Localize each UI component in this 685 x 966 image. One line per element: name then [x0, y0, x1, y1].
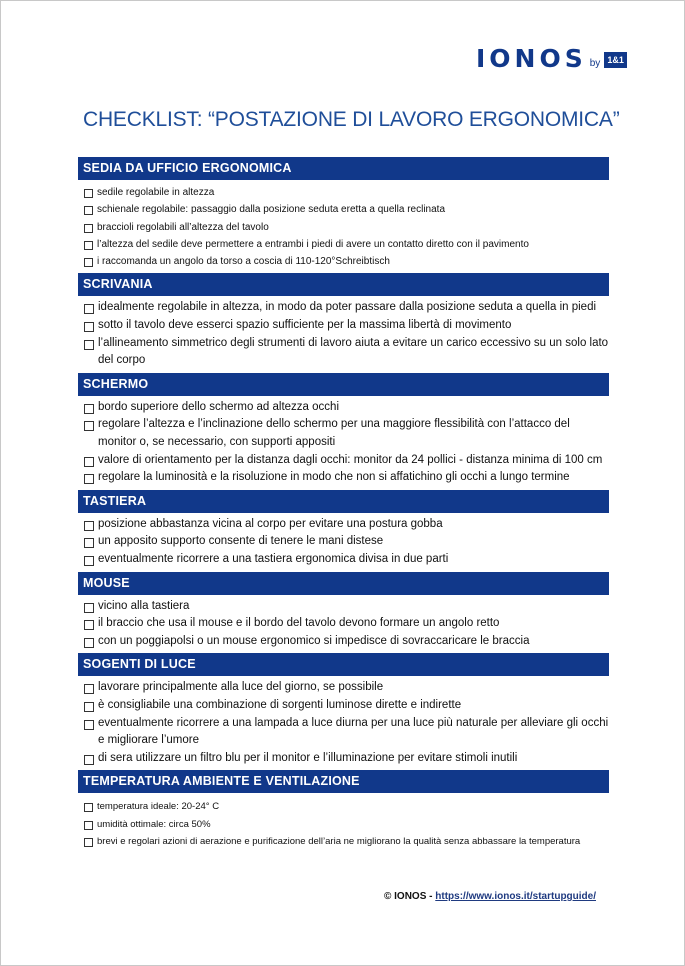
item-text: è consigliabile una combinazione di sorgenti luminose dirette e indirette — [98, 698, 462, 711]
item-text: idealmente regolabile in altezza, in modo da poter passare dalla posizione seduta a quella in piedi — [98, 301, 597, 314]
checkbox-icon[interactable] — [84, 258, 93, 267]
checklist-item — [84, 516, 609, 534]
section-header-tastiera: TASTIERA — [78, 490, 609, 513]
logo-wordmark: IONOS — [476, 44, 587, 73]
checkbox-icon[interactable] — [84, 556, 94, 566]
checkbox-icon[interactable] — [84, 821, 93, 830]
item-text: regolare la luminosità e la risoluzione in modo che non si affatichino gli occhi a lungo termine — [98, 471, 570, 484]
checkbox-icon[interactable] — [84, 521, 94, 531]
checklist-item — [84, 633, 609, 651]
checkbox-icon[interactable] — [84, 603, 94, 613]
footer-prefix: © IONOS - — [384, 891, 436, 902]
checklist-item — [84, 715, 609, 750]
checklist-item — [84, 598, 609, 616]
item-text: lavorare principalmente alla luce del giorno, se possibile — [98, 681, 384, 694]
checkbox-icon[interactable] — [84, 720, 94, 730]
section-items-tastiera — [78, 513, 609, 572]
checklist-item — [84, 317, 609, 335]
page-title: CHECKLIST: “POSTAZIONE DI LAVORO ERGONOMICA” — [83, 108, 620, 131]
checkbox-icon[interactable] — [84, 241, 93, 250]
section-items-luce — [78, 676, 609, 770]
checkbox-icon[interactable] — [84, 684, 94, 694]
checkbox-icon[interactable] — [84, 755, 94, 765]
item-text: i raccomanda un angolo da torso a coscia di 110-120°Schreibtisch — [97, 256, 390, 268]
section-header-temperatura: TEMPERATURA AMBIENTE E VENTILAZIONE — [78, 770, 609, 793]
checklist-item — [84, 399, 609, 417]
checkbox-icon[interactable] — [84, 304, 94, 314]
checkbox-icon[interactable] — [84, 838, 93, 847]
checkbox-icon[interactable] — [84, 638, 94, 648]
checklist-item — [84, 816, 609, 833]
checkbox-icon[interactable] — [84, 404, 94, 414]
item-text: l’altezza del sedile deve permettere a entrambi i piedi di avere un contatto diretto con il pavimento — [97, 238, 529, 250]
section-items-temperatura — [78, 793, 609, 853]
checkbox-icon[interactable] — [84, 206, 93, 215]
checkbox-icon[interactable] — [84, 702, 94, 712]
checklist-item — [84, 184, 609, 201]
checkbox-icon[interactable] — [84, 340, 94, 350]
section-items-schermo — [78, 396, 609, 490]
checklist-content — [78, 157, 609, 854]
checkbox-icon[interactable] — [84, 620, 94, 630]
logo-1and1-badge: 1&1 — [604, 52, 627, 68]
checklist-item — [84, 219, 609, 236]
section-items-mouse — [78, 595, 609, 654]
checkbox-icon[interactable] — [84, 538, 94, 548]
item-text: regolare l’altezza e l’inclinazione dello schermo per una maggiore flessibilità con l’attacco del monitor o, se necessario, con supporti appositi — [98, 418, 570, 449]
ionos-logo — [476, 44, 627, 74]
checkbox-icon[interactable] — [84, 803, 93, 812]
checkbox-icon[interactable] — [84, 457, 94, 467]
item-text: bordo superiore dello schermo ad altezza occhi — [98, 400, 339, 413]
section-header-mouse: MOUSE — [78, 572, 609, 595]
item-text: temperatura ideale: 20-24° C — [97, 801, 220, 813]
item-text: eventualmente ricorrere a una lampada a luce diurna per una luce più naturale per alleviare gli occhi e migliorare l’umore — [98, 716, 609, 747]
checklist-item — [84, 201, 609, 218]
checklist-item — [84, 750, 609, 768]
item-text: l’allineamento simmetrico degli strumenti di lavoro aiuta a evitare un carico eccessivo su un solo lato del corpo — [98, 336, 609, 367]
checkbox-icon[interactable] — [84, 421, 94, 431]
checkbox-icon[interactable] — [84, 474, 94, 484]
section-header-luce: SOGENTI DI LUCE — [78, 653, 609, 676]
section-items-scrivania — [78, 296, 609, 372]
checklist-item — [84, 798, 609, 815]
item-text: sotto il tavolo deve esserci spazio sufficiente per la massima libertà di movimento — [98, 319, 512, 332]
item-text: un apposito supporto consente di tenere le mani distese — [98, 535, 384, 548]
item-text: sedile regolabile in altezza — [97, 187, 215, 198]
checklist-item — [84, 679, 609, 697]
item-text: umidità ottimale: circa 50% — [97, 818, 211, 830]
checklist-item — [84, 236, 609, 253]
item-text: valore di orientamento per la distanza dagli occhi: monitor da 24 pollici - distanza minima di 100 cm — [98, 453, 603, 466]
checklist-item — [84, 533, 609, 551]
checkbox-icon[interactable] — [84, 322, 94, 332]
item-text: di sera utilizzare un filtro blu per il monitor e l’illuminazione per evitare stimoli inutili — [98, 751, 518, 764]
item-text: eventualmente ricorrere a una tastiera ergonomica divisa in due parti — [98, 553, 449, 566]
checklist-item — [84, 253, 609, 270]
checklist-item — [84, 615, 609, 633]
checkbox-icon[interactable] — [84, 189, 93, 198]
section-header-schermo: SCHERMO — [78, 373, 609, 396]
item-text: braccioli regolabili all’altezza del tavolo — [97, 221, 269, 233]
section-header-sedia: SEDIA DA UFFICIO ERGONOMICA — [78, 157, 609, 180]
section-items-sedia — [78, 180, 609, 273]
checklist-item — [84, 416, 609, 451]
footer-copyright — [384, 891, 596, 902]
item-text: brevi e regolari azioni di aerazione e purificazione dell’aria ne migliorano la qualità senza abbassare la temperatura — [97, 836, 581, 848]
checklist-item — [84, 469, 609, 487]
checklist-item — [84, 697, 609, 715]
checklist-item — [84, 833, 609, 850]
footer-link[interactable]: https://www.ionos.it/startupguide/ — [435, 891, 596, 902]
checklist-item — [84, 335, 609, 370]
checkbox-icon[interactable] — [84, 224, 93, 233]
item-text: posizione abbastanza vicina al corpo per evitare una postura gobba — [98, 517, 443, 530]
item-text: schienale regolabile: passaggio dalla posizione seduta eretta a quella reclinata — [97, 204, 446, 216]
item-text: con un poggiapolsi o un mouse ergonomico si impedisce di sovraccaricare le braccia — [98, 634, 530, 647]
checklist-item — [84, 551, 609, 569]
item-text: vicino alla tastiera — [98, 599, 190, 612]
checklist-item — [84, 299, 609, 317]
logo-by-text: by — [589, 57, 601, 69]
item-text: il braccio che usa il mouse e il bordo del tavolo devono formare un angolo retto — [98, 617, 500, 630]
section-header-scrivania: SCRIVANIA — [78, 273, 609, 296]
checklist-item — [84, 452, 609, 470]
